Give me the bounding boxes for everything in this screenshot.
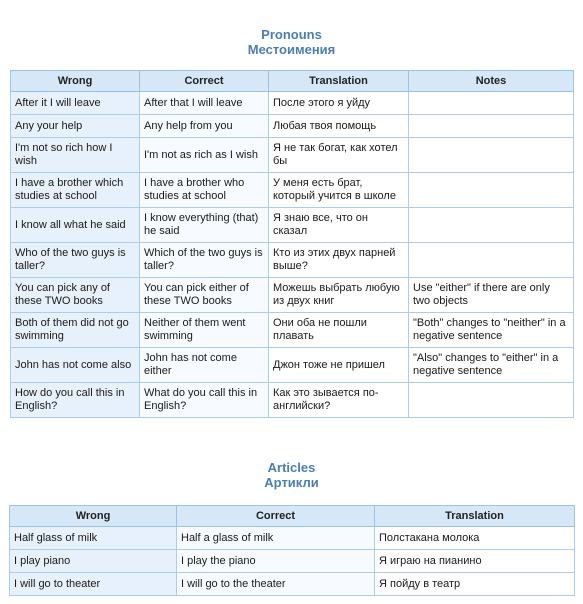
table-row — [10, 527, 575, 550]
cell-translation: Кто из этих двух парней выше? — [269, 243, 409, 278]
table-row — [11, 313, 574, 348]
table-row — [11, 173, 574, 208]
cell-translation: Можешь выбрать любую из двух книг — [269, 278, 409, 313]
articles-title-en: Articles — [267, 460, 316, 475]
cell-translation: Я пойду в театр — [375, 573, 575, 596]
cell-translation: Джон тоже не пришел — [269, 348, 409, 383]
pronouns-table — [10, 70, 574, 418]
cell-correct: I will go to the theater — [177, 573, 375, 596]
cell-notes: "Both" changes to "neither" in a negative sentence — [409, 313, 574, 348]
cell-translation: Я играю на пианино — [375, 550, 575, 573]
cell-correct: After that I will leave — [140, 92, 269, 115]
cell-notes — [409, 92, 574, 115]
cell-wrong: John has not come also — [11, 348, 140, 383]
cell-translation: Полстакана молока — [375, 527, 575, 550]
cell-translation: Любая твоя помощь — [269, 115, 409, 138]
cell-correct: I play the piano — [177, 550, 375, 573]
cell-correct: I have a brother who studies at school — [140, 173, 269, 208]
table-row — [11, 138, 574, 173]
header-correct: Correct — [177, 506, 375, 527]
cell-translation: Я знаю все, что он сказал — [269, 208, 409, 243]
cell-wrong: After it I will leave — [11, 92, 140, 115]
cell-correct: What do you call this in English? — [140, 383, 269, 418]
articles-table — [9, 505, 575, 596]
header-translation: Translation — [269, 71, 409, 92]
cell-translation: У меня есть брат, который учится в школе — [269, 173, 409, 208]
cell-notes — [409, 208, 574, 243]
cell-wrong: Any your help — [11, 115, 140, 138]
table-row — [11, 348, 574, 383]
cell-notes — [409, 383, 574, 418]
cell-wrong: I know all what he said — [11, 208, 140, 243]
cell-correct: Any help from you — [140, 115, 269, 138]
cell-translation: После этого я уйду — [269, 92, 409, 115]
cell-notes: Use "either" if there are only two objects — [409, 278, 574, 313]
cell-translation: Как это зывается по-английски? — [269, 383, 409, 418]
cell-wrong: Who of the two guys is taller? — [11, 243, 140, 278]
header-wrong: Wrong — [11, 71, 140, 92]
cell-notes — [409, 138, 574, 173]
cell-correct: I'm not as rich as I wish — [140, 138, 269, 173]
cell-correct: You can pick either of these TWO books — [140, 278, 269, 313]
header-translation: Translation — [375, 506, 575, 527]
cell-correct: Neither of them went swimming — [140, 313, 269, 348]
table-row — [11, 92, 574, 115]
pronouns-title-ru: Местоимения — [247, 42, 336, 57]
cell-notes: "Also" changes to "either" in a negative sentence — [409, 348, 574, 383]
table-row — [10, 550, 575, 573]
header-notes: Notes — [409, 71, 574, 92]
cell-correct: John has not come either — [140, 348, 269, 383]
cell-correct: I know everything (that) he said — [140, 208, 269, 243]
cell-correct: Which of the two guys is taller? — [140, 243, 269, 278]
pronouns-title-en: Pronouns — [261, 27, 322, 42]
table-row — [11, 383, 574, 418]
table-row — [11, 115, 574, 138]
articles-header-row — [10, 506, 575, 527]
pronouns-header-row — [11, 71, 574, 92]
table-row — [11, 278, 574, 313]
cell-notes — [409, 173, 574, 208]
table-row — [11, 208, 574, 243]
cell-wrong: I have a brother which studies at school — [11, 173, 140, 208]
articles-title-ru: Артикли — [264, 475, 319, 490]
cell-correct: Half a glass of milk — [177, 527, 375, 550]
cell-translation: Я не так богат, как хотел бы — [269, 138, 409, 173]
cell-notes — [409, 115, 574, 138]
cell-wrong: How do you call this in English? — [11, 383, 140, 418]
cell-translation: Они оба не пошли плавать — [269, 313, 409, 348]
pronouns-section-title — [0, 27, 583, 57]
cell-wrong: You can pick any of these TWO books — [11, 278, 140, 313]
cell-notes — [409, 243, 574, 278]
cell-wrong: Half glass of milk — [10, 527, 177, 550]
cell-wrong: I play piano — [10, 550, 177, 573]
table-row — [11, 243, 574, 278]
cell-wrong: Both of them did not go swimming — [11, 313, 140, 348]
cell-wrong: I will go to theater — [10, 573, 177, 596]
header-correct: Correct — [140, 71, 269, 92]
cell-wrong: I'm not so rich how I wish — [11, 138, 140, 173]
table-row — [10, 573, 575, 596]
articles-section-title — [0, 460, 583, 490]
header-wrong: Wrong — [10, 506, 177, 527]
